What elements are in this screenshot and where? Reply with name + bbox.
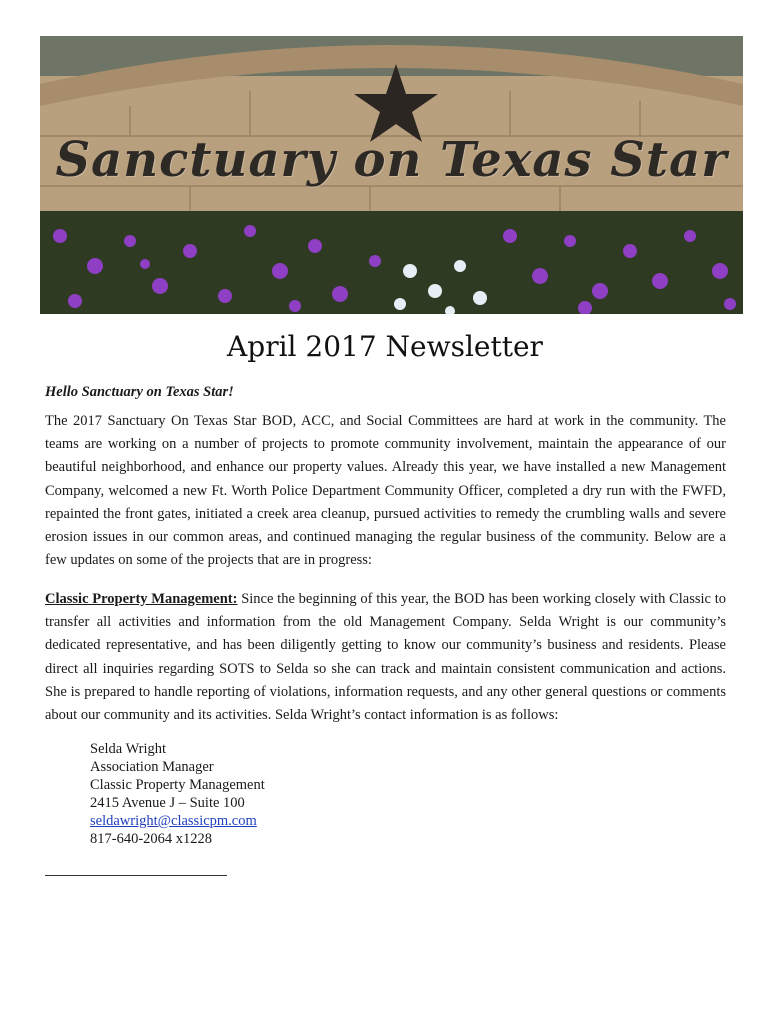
contact-address: 2415 Avenue J – Suite 100: [90, 795, 245, 811]
section-body: Since the beginning of this year, the BOD has been working closely with Classic to transfer all activities and information from the old Management Company. Selda Wright is our community’s dedicated representative, and has been diligently getting to know our community’s business and residents. Please direct all inquiries regarding SOTS to Selda so she can track and maintain consistent communication and actions. She is prepared to handle reporting of violations, information requests, and any other general questions or comments about our community and its activities. Selda Wright’s contact information is as follows:: [45, 591, 726, 724]
footnote-divider: [45, 875, 227, 876]
contact-phone: 817-640-2064 x1228: [90, 831, 213, 847]
management-section: [45, 588, 726, 727]
contact-company: Classic Property Management: [90, 777, 265, 793]
sign-text: Sanctuary on Texas Star: [55, 132, 728, 188]
contact-name: Selda Wright: [90, 741, 167, 757]
contact-email-link[interactable]: seldawright@classicpm.com: [90, 813, 257, 829]
contact-block: [90, 740, 265, 848]
header-photo: [40, 36, 743, 314]
newsletter-title: April 2017 Newsletter: [227, 330, 543, 363]
section-heading: Classic Property Management:: [45, 591, 238, 607]
greeting: Hello Sanctuary on Texas Star!: [45, 384, 234, 400]
contact-title: Association Manager: [90, 759, 214, 775]
intro-paragraph: The 2017 Sanctuary On Texas Star BOD, ACC, and Social Committees are hard at work in the community. The teams are working on a number of projects to promote community involvement, maintain the appearance of our beautiful neighborhood, and enhance our property values. Already this year, we have installed a new Management Company, welcomed a new Ft. Worth Police Department Community Officer, completed a dry run with the FWFD, repainted the front gates, initiated a creek area cleanup, pursued activities to remedy the crumbling walls and severe erosion issues in our common areas, and continued managing the regular business of the community. Below are a few updates on some of the projects that are in progress:: [45, 413, 726, 569]
